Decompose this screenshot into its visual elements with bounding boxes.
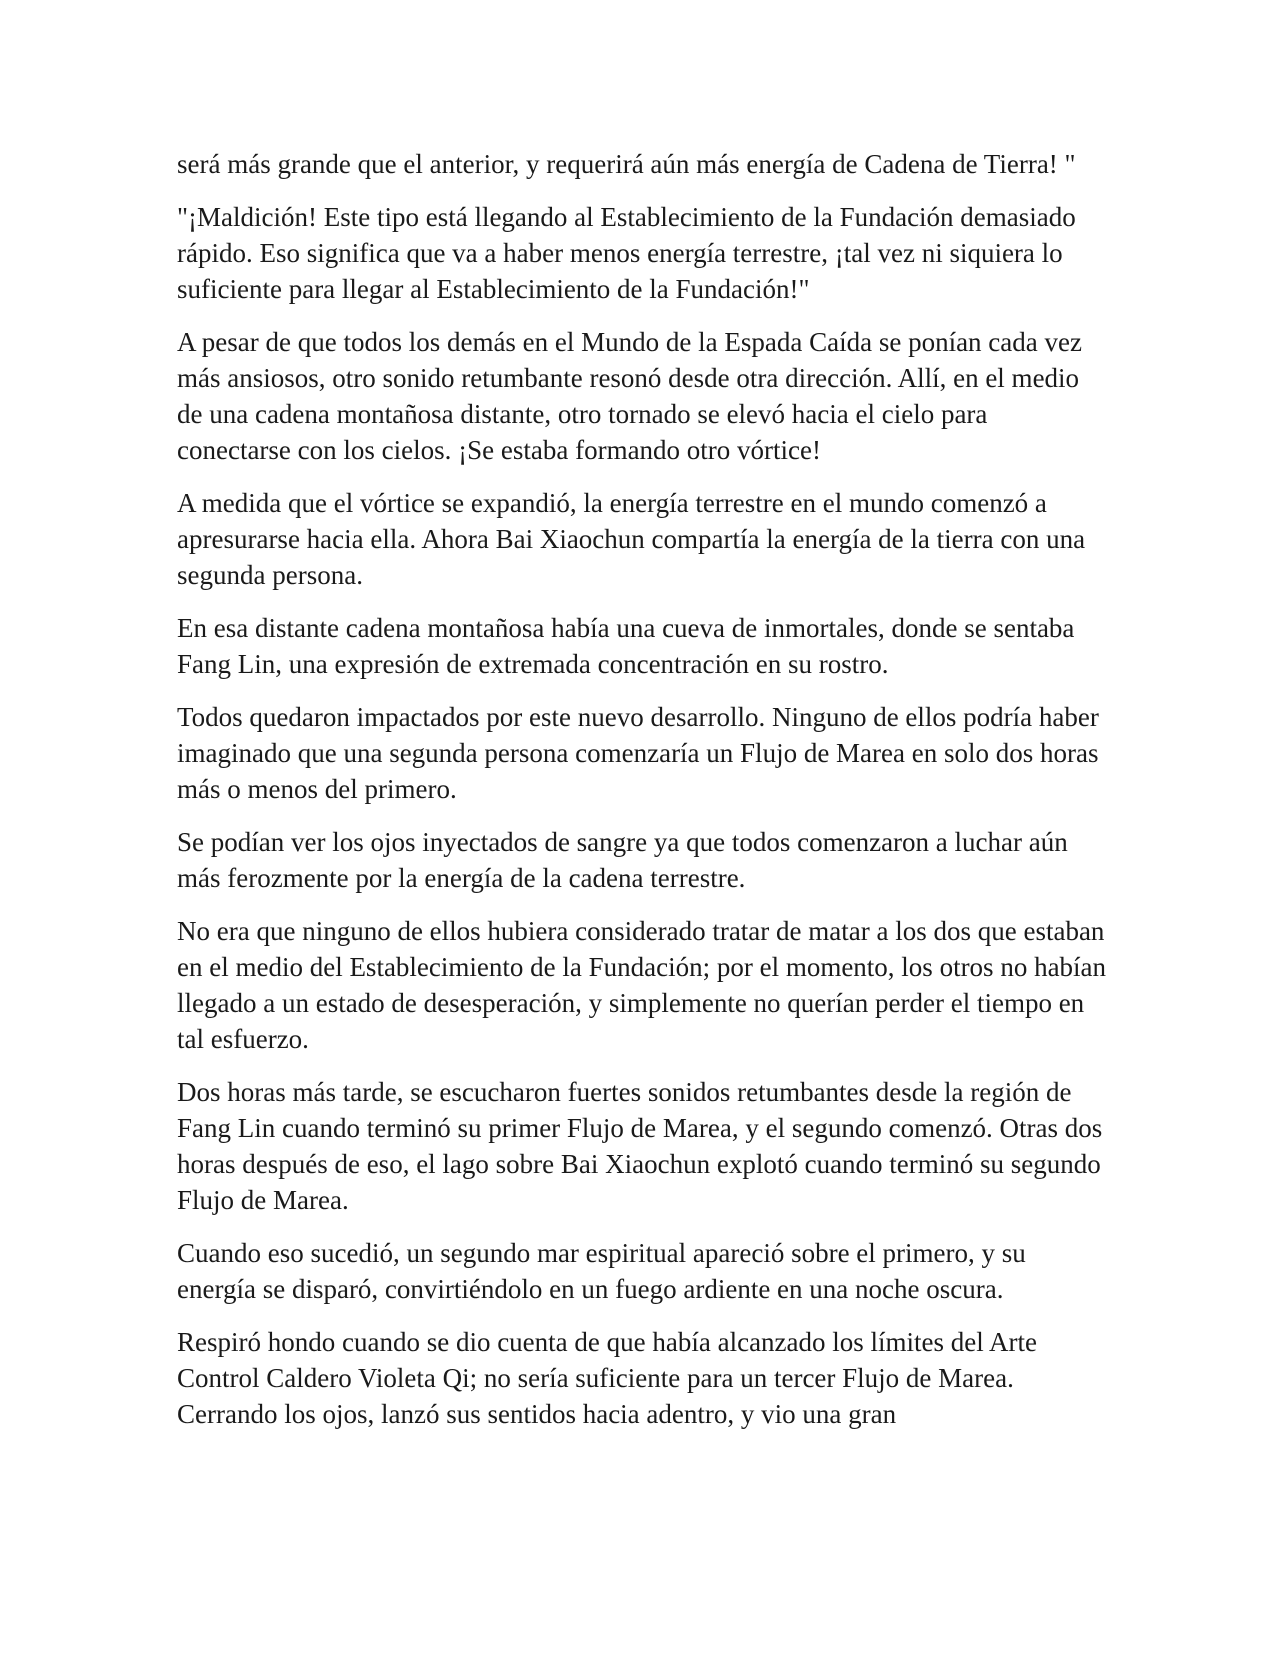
paragraph: Respiró hondo cuando se dio cuenta de que había alcanzado los límites del Arte Control Caldero Violeta Qi; no sería suficiente para un tercer Flujo de Marea. Cerrando los ojos, lanzó sus sentidos hacia adentro, y vio una gran xyxy=(177,1327,1037,1429)
paragraph: Todos quedaron impactados por este nuevo desarrollo. Ninguno de ellos podría haber imaginado que una segunda persona comenzaría un Flujo de Marea en solo dos horas más o menos del primero. xyxy=(177,702,1099,804)
paragraph: En esa distante cadena montañosa había una cueva de inmortales, donde se sentaba Fang Lin, una expresión de extremada concentración en su rostro. xyxy=(177,613,1075,679)
paragraph: A medida que el vórtice se expandió, la energía terrestre en el mundo comenzó a apresurarse hacia ella. Ahora Bai Xiaochun compartía la energía de la tierra con una segunda persona. xyxy=(177,488,1086,590)
paragraph: A pesar de que todos los demás en el Mundo de la Espada Caída se ponían cada vez más ansiosos, otro sonido retumbante resonó desde otra dirección. Allí, en el medio de una cadena montañosa distante, otro tornado se elevó hacia el cielo para conectarse con los cielos. ¡Se estaba formando otro vórtice! xyxy=(177,327,1082,465)
paragraph: será más grande que el anterior, y requerirá aún más energía de Cadena de Tierra! " xyxy=(177,149,1076,179)
paragraph: Se podían ver los ojos inyectados de sangre ya que todos comenzaron a luchar aún más ferozmente por la energía de la cadena terrestre. xyxy=(177,827,1068,893)
document-page xyxy=(177,146,1107,1449)
paragraph: Cuando eso sucedió, un segundo mar espiritual apareció sobre el primero, y su energía se disparó, convirtiéndolo en un fuego ardiente en una noche oscura. xyxy=(177,1238,1026,1304)
paragraph: Dos horas más tarde, se escucharon fuertes sonidos retumbantes desde la región de Fang Lin cuando terminó su primer Flujo de Marea, y el segundo comenzó. Otras dos horas después de eso, el lago sobre Bai Xiaochun explotó cuando terminó su segundo Flujo de Marea. xyxy=(177,1077,1103,1215)
paragraph: "¡Maldición! Este tipo está llegando al Establecimiento de la Fundación demasiado rápido. Eso significa que va a haber menos energía terrestre, ¡tal vez ni siquiera lo suficiente para llegar al Establecimiento de la Fundación!" xyxy=(177,202,1076,304)
paragraph: No era que ninguno de ellos hubiera considerado tratar de matar a los dos que estaban en el medio del Establecimiento de la Fundación; por el momento, los otros no habían llegado a un estado de desesperación, y simplemente no querían perder el tiempo en tal esfuerzo. xyxy=(177,916,1107,1054)
